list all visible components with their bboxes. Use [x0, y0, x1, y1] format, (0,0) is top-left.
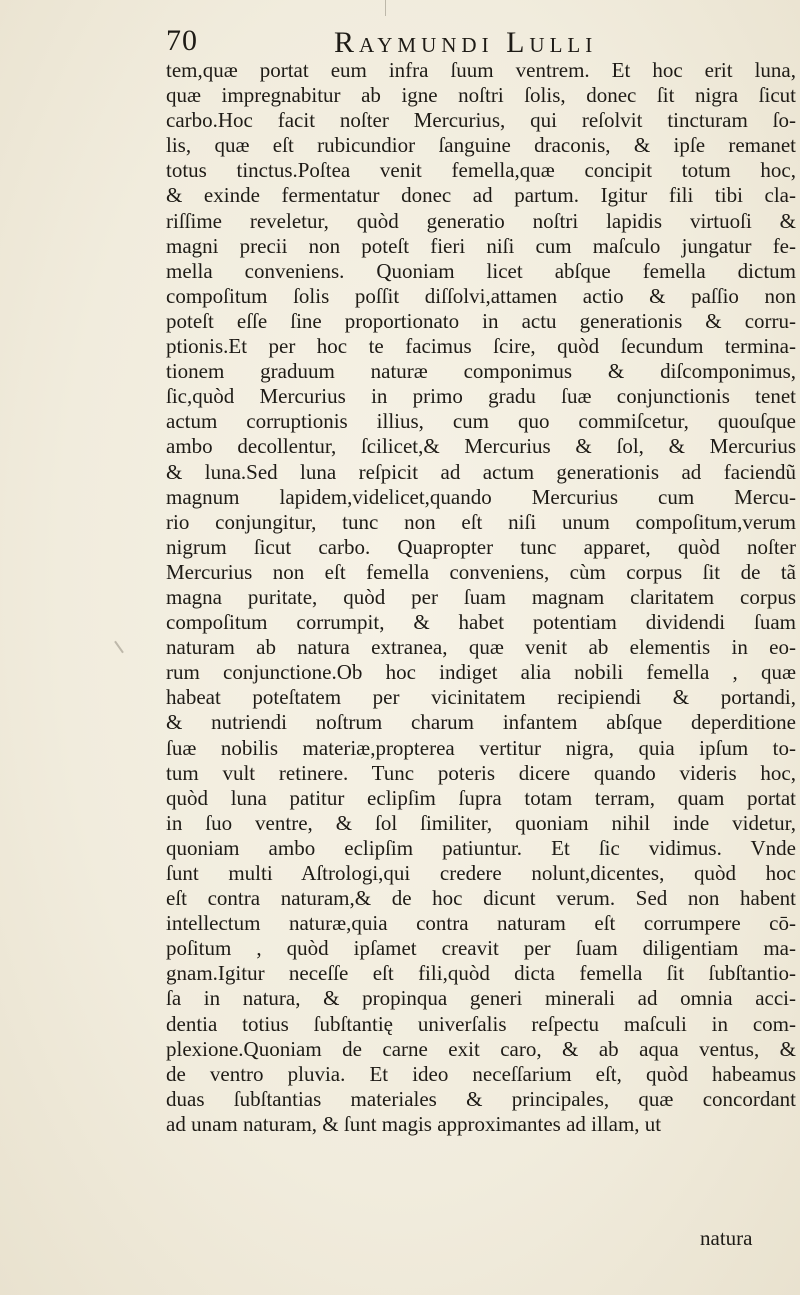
text-line: nigrum ſicut carbo. Quapropter tunc apparet, quòd noſter: [166, 534, 796, 559]
text-line: rio conjungitur, tunc non eſt niſi unum compoſitum,verum: [166, 509, 796, 534]
text-line: carbo.Hoc facit noſter Mercurius, qui reſolvit tincturam ſo-: [166, 108, 796, 133]
text-line: tum vult retinere. Tunc poteris dicere quando videris hoc,: [166, 760, 796, 785]
text-line: de ventro pluvia. Et ideo neceſſarium eſt, quòd habeamus: [166, 1061, 796, 1086]
text-line: plexione.Quoniam de carne exit caro, & ab aqua ventus, &: [166, 1036, 796, 1061]
text-line: eſt contra naturam,& de hoc dicunt verum. Sed non habent: [166, 886, 796, 911]
text-line: tem,quæ portat eum infra ſuum ventrem. Et hoc erit luna,: [166, 58, 796, 82]
catchword: natura: [700, 1226, 753, 1250]
text-line: in ſuo ventre, & ſol ſimiliter, quoniam nihil inde videtur,: [166, 810, 796, 835]
text-line: quòd luna patitur eclipſim ſupra totam terram, quam portat: [166, 785, 796, 810]
text-line: duas ſubſtantias materiales & principales, quæ concordant: [166, 1086, 796, 1111]
text-line: & luna.Sed luna reſpicit ad actum generationis ad faciendũ: [166, 459, 796, 484]
text-line: magnum lapidem,videlicet,quando Mercurius cum Mercu-: [166, 484, 796, 509]
text-line: & exinde fermentatur donec ad partum. Igitur fili tibi cla-: [166, 183, 796, 208]
running-title: Raymundi Lulli: [334, 26, 598, 59]
text-line: & nutriendi noſtrum charum infantem abſque deperditione: [166, 710, 796, 735]
text-line: naturam ab natura extranea, quæ venit ab elementis in eo-: [166, 635, 796, 660]
text-line: Mercurius non eſt femella conveniens, cùm corpus ſit de tã: [166, 559, 796, 584]
text-line: poteſt eſſe ſine proportionato in actu generationis & corru-: [166, 308, 796, 333]
text-line: mella conveniens. Quoniam licet abſque femella dictum: [166, 258, 796, 283]
text-line: poſitum , quòd ipſamet creavit per ſuam diligentiam ma-: [166, 936, 796, 961]
text-line: quæ impregnabitur ab igne noſtri ſolis, donec ſit nigra ſicut: [166, 83, 796, 108]
text-line: magni precii non poteſt fieri niſi cum maſculo jungatur fe-: [166, 233, 796, 258]
text-line: ſa in natura, & propinqua generi minerali ad omnia acci-: [166, 986, 796, 1011]
text-line: ſunt multi Aſtrologi,qui credere nolunt,dicentes, quòd hoc: [166, 861, 796, 885]
text-line: lis, quæ eſt rubicundior ſanguine draconis, & ipſe remanet: [166, 133, 796, 158]
text-line: compoſitum ſolis poſſit diſſolvi,attamen actio & paſſio non: [166, 283, 796, 308]
text-line: habeat poteſtatem per vicinitatem recipiendi & portandi,: [166, 685, 796, 710]
text-line: ad unam naturam, & ſunt magis approximantes ad illam, ut: [166, 1111, 662, 1136]
text-line: totus tinctus.Poſtea venit femella,quæ concipit totum hoc,: [166, 158, 796, 183]
text-line: riſſime reveletur, quòd generatio noſtri lapidis virtuoſi &: [166, 208, 796, 233]
text-line: tionem graduum naturæ componimus & diſcomponimus,: [166, 359, 796, 384]
page-number: 70: [166, 24, 198, 57]
text-line: quoniam ambo eclipſim patiuntur. Et ſic vidimus. Vnde: [166, 835, 796, 860]
text-line: actum corruptionis illius, cum quo commiſcetur, quouſque: [166, 409, 796, 434]
text-line: intellectum naturæ,quia contra naturam eſt corrumpere cō-: [166, 911, 796, 936]
text-line: ambo decollentur, ſcilicet,& Mercurius & ſol, & Mercurius: [166, 434, 796, 459]
page-edge-mark-top: [385, 0, 386, 16]
body-text: [166, 58, 796, 1137]
text-line: magna puritate, quòd per ſuam magnam claritatem corpus: [166, 584, 796, 609]
page-edge-mark: [114, 641, 124, 654]
text-line: ſuæ nobilis materiæ,propterea vertitur nigra, quia ipſum to-: [166, 735, 796, 760]
text-line: ptionis.Et per hoc te facimus ſcire, quòd ſecundum termina-: [166, 334, 796, 359]
text-line: compoſitum corrumpit, & habet potentiam dividendi ſuam: [166, 610, 796, 635]
text-line: dentia totius ſubſtantię univerſalis reſpectu maſculi in com-: [166, 1011, 796, 1036]
text-line: rum conjunctione.Ob hoc indiget alia nobili femella , quæ: [166, 660, 796, 685]
text-line: ſic,quòd Mercurius in primo gradu ſuæ conjunctionis tenet: [166, 384, 796, 409]
text-line: gnam.Igitur neceſſe eſt fili,quòd dicta femella ſit ſubſtantio-: [166, 961, 796, 986]
